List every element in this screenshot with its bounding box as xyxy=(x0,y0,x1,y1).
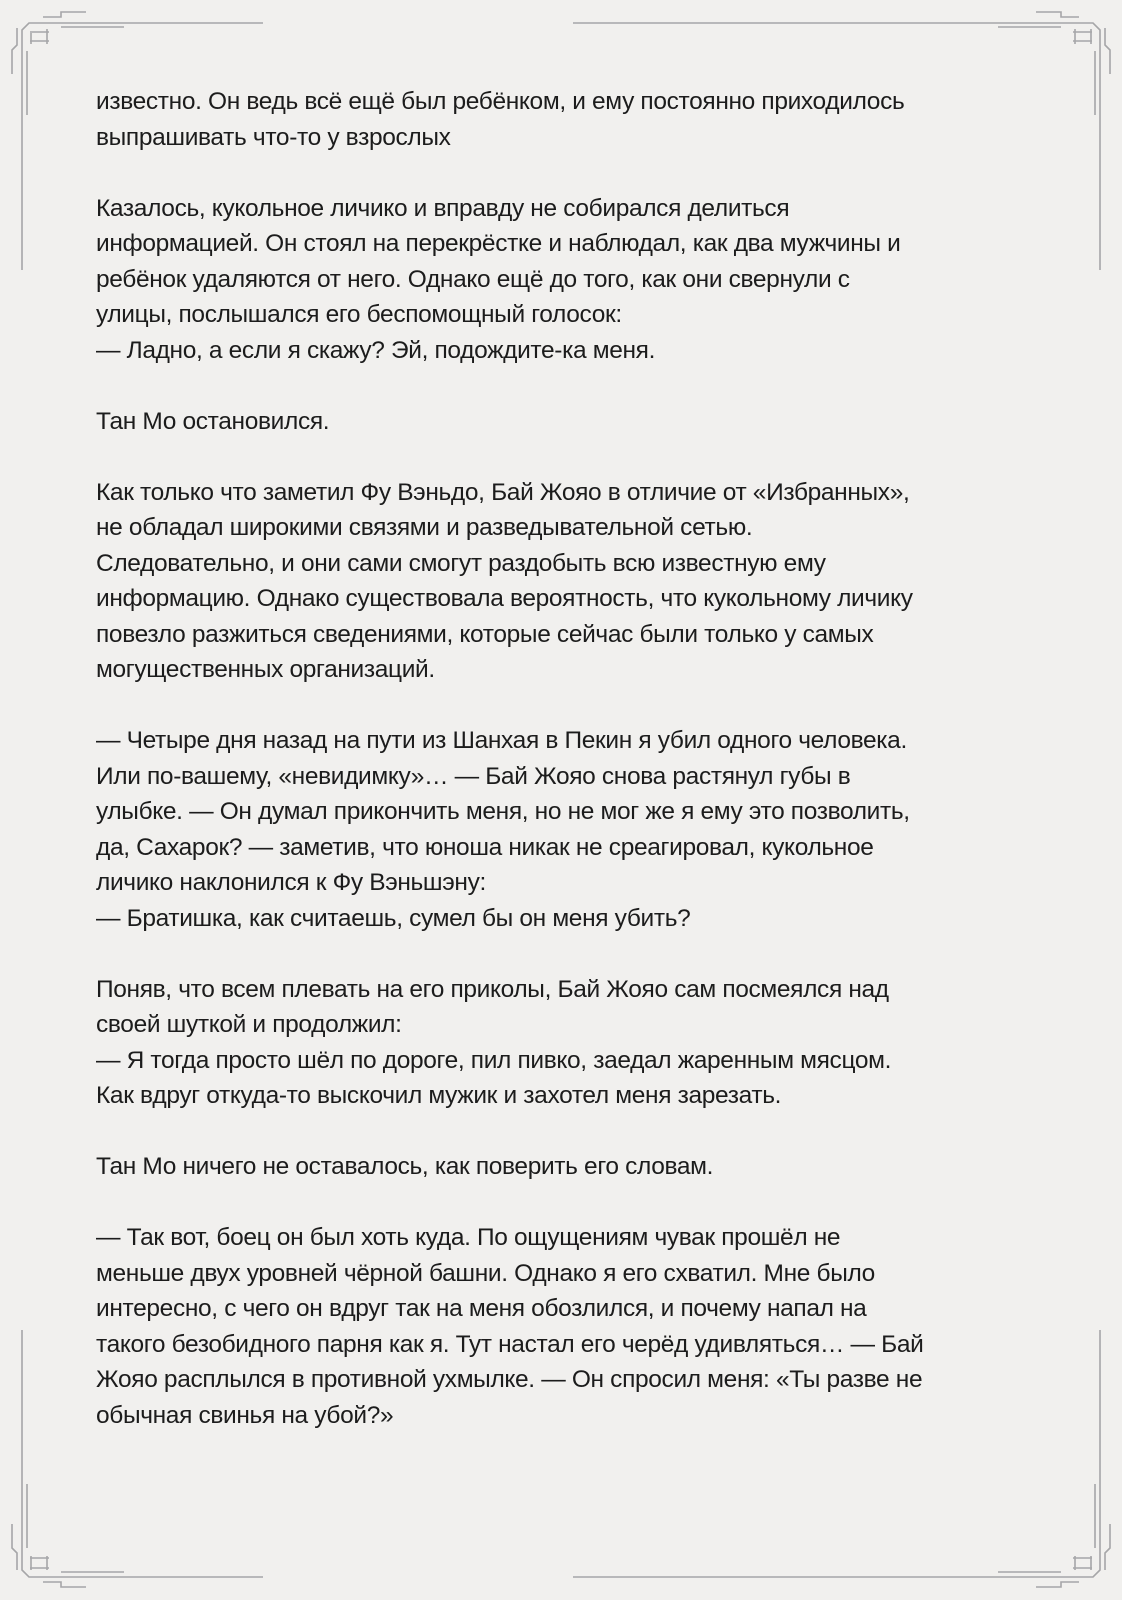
text-line: могущественных организаций. xyxy=(96,656,435,683)
text-line: информацией. Он стоял на перекрёстке и наблюдал, как два мужчины и xyxy=(96,230,901,257)
text-line: Жояо расплылся в противной ухмылке. — Он спросил меня: «Ты разве не xyxy=(96,1366,923,1393)
text-line: личико наклонился к Фу Вэньшэну: xyxy=(96,869,486,896)
paragraph-gap xyxy=(96,688,1016,724)
text-line: — Я тогда просто шёл по дороге, пил пивко, заедал жаренным мясцом. xyxy=(96,1046,892,1074)
paragraph-gap xyxy=(96,1114,1016,1150)
text-line: ребёнок удаляются от него. Однако ещё до того, как они свернули с xyxy=(96,265,850,293)
text-line: обычная свинья на убой?» xyxy=(96,1401,394,1429)
text-line: информацию. Однако существовала вероятность, что кукольному личику xyxy=(96,585,913,612)
text-line: интересно, с чего он вдруг так на меня обозлился, и почему напал на xyxy=(96,1295,867,1322)
text-line: — Ладно, а если я скажу? Эй, подождите-ка меня. xyxy=(96,336,656,364)
text-line: не обладал широкими связями и разведывательной сетью. xyxy=(96,514,753,541)
text-line: улыбке. — Он думал прикончить меня, но не мог же я ему это позволить, xyxy=(96,798,910,825)
text-line: известно. Он ведь всё ещё был ребёнком, и ему постоянно приходилось xyxy=(96,88,905,115)
paragraph-gap xyxy=(96,439,1016,475)
text-line: такого безобидного парня как я. Тут настал его черёд удивляться… — Бай xyxy=(96,1330,924,1358)
text-line: Как только что заметил Фу Вэньдо, Бай Жояо в отличие от «Избранных», xyxy=(96,478,910,506)
paragraph-gap xyxy=(96,368,1016,404)
text-line: — Так вот, боец он был хоть куда. По ощущениям чувак прошёл не xyxy=(96,1224,841,1251)
text-line: Следовательно, и они сами смогут раздобыть всю известную ему xyxy=(96,549,826,577)
text-line: улицы, послышался его беспомощный голосок: xyxy=(96,301,622,328)
text-line: Тан Мо остановился. xyxy=(96,407,330,435)
text-line: да, Сахарок? — заметив, что юноша никак не среагировал, кукольное xyxy=(96,833,874,861)
text-line: повезло разжиться сведениями, которые сейчас были только у самых xyxy=(96,620,874,648)
text-line: — Братишка, как считаешь, сумел бы он меня убить? xyxy=(96,904,691,932)
text-line: меньше двух уровней чёрной башни. Однако я его схватил. Мне было xyxy=(96,1259,875,1287)
paragraph-gap xyxy=(96,936,1016,972)
text-line: Казалось, кукольное личико и вправду не собирался делиться xyxy=(96,194,790,222)
text-line: — Четыре дня назад на пути из Шанхая в Пекин я убил одного человека. xyxy=(96,727,907,754)
document-text-body xyxy=(96,84,1016,1433)
text-line: Как вдруг откуда-то выскочил мужик и захотел меня зарезать. xyxy=(96,1082,782,1109)
text-line: своей шуткой и продолжил: xyxy=(96,1011,402,1038)
text-line: Поняв, что всем плевать на его приколы, Бай Жояо сам посмеялся над xyxy=(96,975,889,1003)
text-line: выпрашивать что-то у взрослых xyxy=(96,123,451,151)
text-line: Тан Мо ничего не оставалось, как поверить его словам. xyxy=(96,1153,714,1180)
text-line: Или по-вашему, «невидимку»… — Бай Жояо снова растянул губы в xyxy=(96,762,851,790)
paragraph-gap xyxy=(96,1185,1016,1221)
paragraph-gap xyxy=(96,155,1016,191)
